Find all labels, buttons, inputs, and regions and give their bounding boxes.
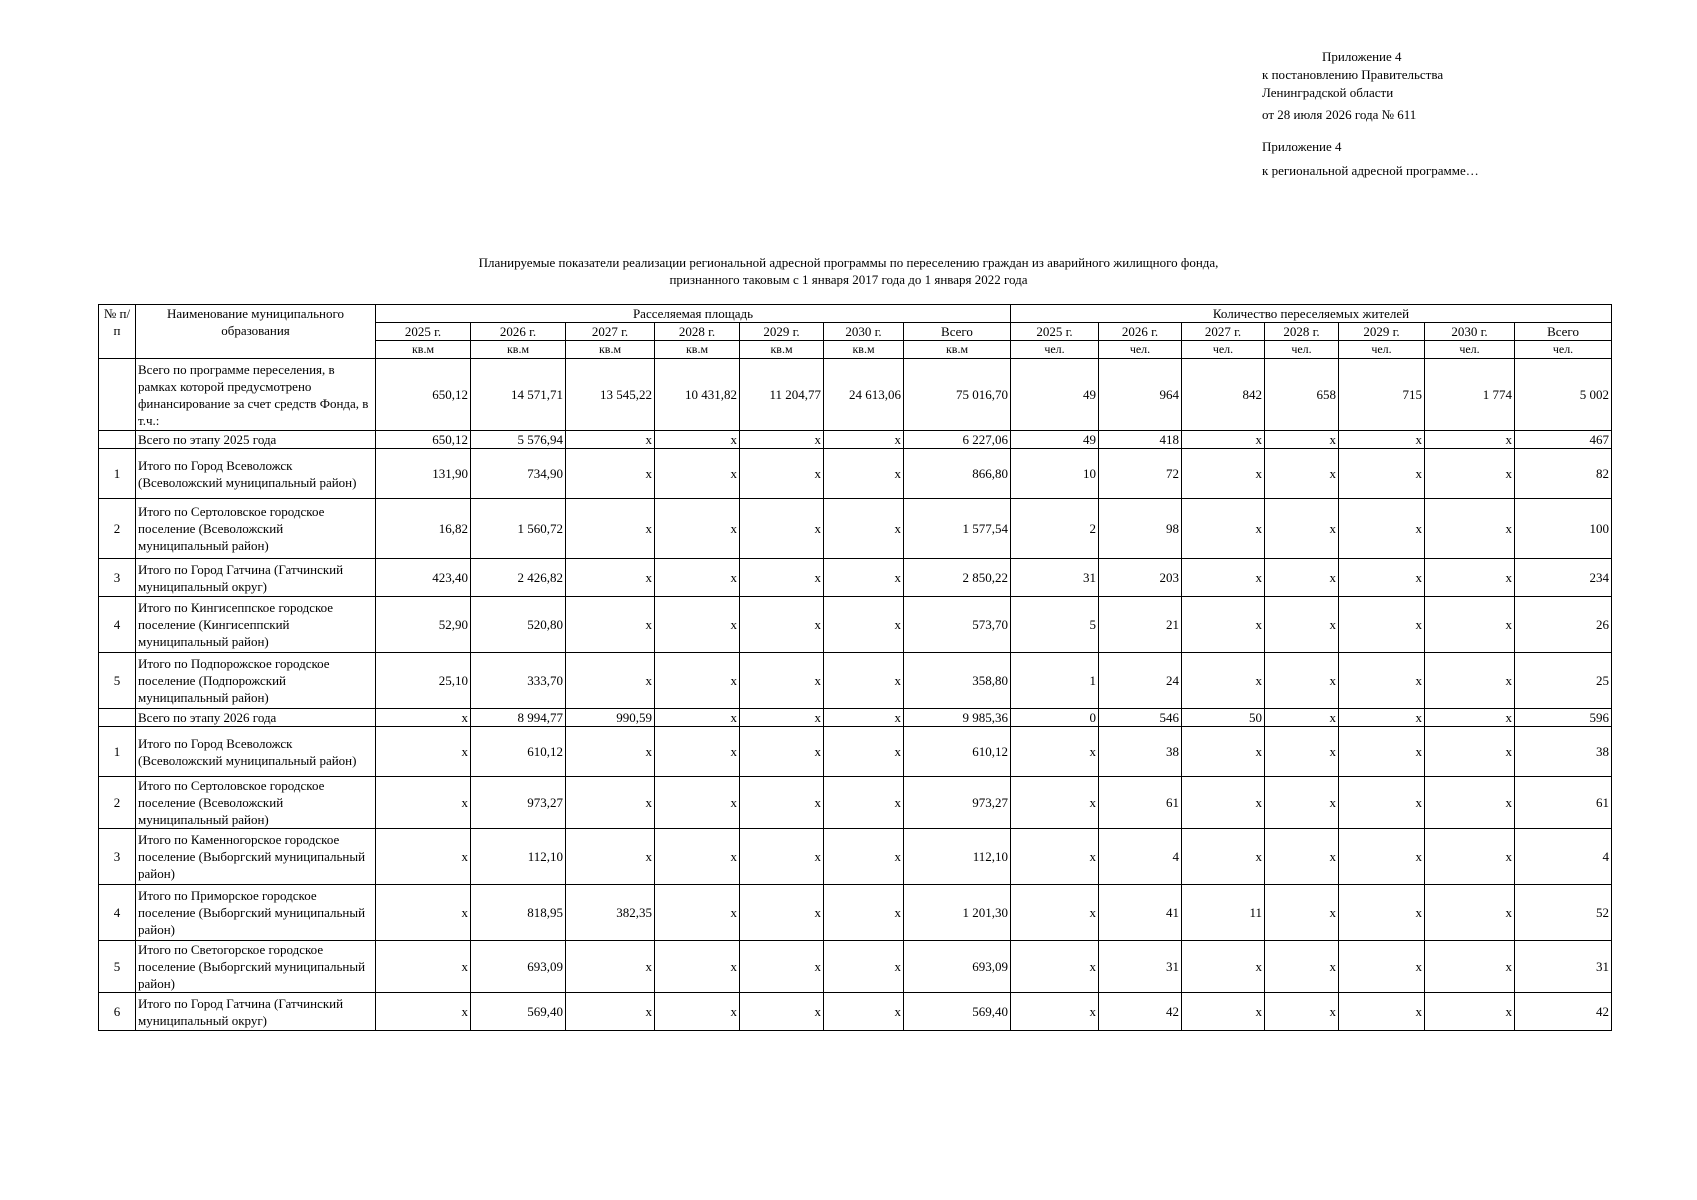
area-unit-cell: кв.м [376,341,471,359]
area-value-cell: x [824,829,904,885]
area-value-cell: x [655,597,740,653]
area-value-cell: x [655,941,740,993]
area-value-cell: x [655,559,740,597]
area-value-cell: 973,27 [904,777,1011,829]
row-number-cell [99,709,136,727]
area-value-cell: x [740,449,824,499]
people-value-cell: x [1182,941,1265,993]
area-value-cell: x [376,993,471,1031]
people-year-header: Всего [1515,323,1612,341]
area-value-cell: 693,09 [471,941,566,993]
area-value-cell: x [824,597,904,653]
people-value-cell: 0 [1011,709,1099,727]
municipality-name-cell: Итого по Каменногорское городское поселение (Выборгский муниципальный район) [136,829,376,885]
municipality-name-cell: Всего по программе переселения, в рамках которой предусмотрено финансирование за счет средств Фонда, в т.ч.: [136,359,376,431]
table-row [99,727,1612,777]
area-value-cell: x [740,727,824,777]
area-value-cell: x [824,431,904,449]
people-value-cell: 658 [1265,359,1339,431]
area-value-cell: 24 613,06 [824,359,904,431]
appendix-date: от 28 июля 2026 года № 611 [1262,107,1417,122]
area-value-cell: 131,90 [376,449,471,499]
row-number-cell: 4 [99,885,136,941]
row-number-cell: 1 [99,727,136,777]
area-value-cell: x [740,499,824,559]
area-value-cell: x [824,499,904,559]
table-row [99,829,1612,885]
people-value-cell: x [1339,727,1425,777]
area-value-cell: x [740,653,824,709]
people-value-cell: x [1339,885,1425,941]
people-value-cell: 31 [1099,941,1182,993]
people-value-cell: 418 [1099,431,1182,449]
people-value-cell: x [1182,727,1265,777]
area-value-cell: x [376,829,471,885]
people-value-cell: x [1339,653,1425,709]
people-unit-cell: чел. [1339,341,1425,359]
row-number-cell: 4 [99,597,136,653]
area-value-cell: x [824,653,904,709]
people-value-cell: 596 [1515,709,1612,727]
people-unit-cell: чел. [1182,341,1265,359]
area-value-cell: x [566,499,655,559]
area-value-cell: x [566,653,655,709]
table-row [99,449,1612,499]
people-unit-cell: чел. [1011,341,1099,359]
people-value-cell: 50 [1182,709,1265,727]
people-value-cell: 42 [1099,993,1182,1031]
municipality-name-cell: Итого по Город Гатчина (Гатчинский муниципальный округ) [136,993,376,1031]
people-value-cell: x [1182,777,1265,829]
people-value-cell: x [1265,941,1339,993]
people-value-cell: x [1182,993,1265,1031]
area-year-header: 2025 г. [376,323,471,341]
area-year-header: 2028 г. [655,323,740,341]
row-number-cell: 1 [99,449,136,499]
area-value-cell: 333,70 [471,653,566,709]
people-value-cell: 49 [1011,359,1099,431]
appendix-line: Ленинградской области [1262,85,1394,100]
people-value-cell: x [1265,993,1339,1031]
people-value-cell: 11 [1182,885,1265,941]
people-value-cell: x [1425,941,1515,993]
area-value-cell: x [655,431,740,449]
people-unit-cell: чел. [1099,341,1182,359]
area-value-cell: x [655,499,740,559]
people-value-cell: 964 [1099,359,1182,431]
document-title [0,254,1697,288]
people-value-cell: 4 [1515,829,1612,885]
area-value-cell: 1 201,30 [904,885,1011,941]
people-value-cell: x [1265,653,1339,709]
area-value-cell: x [824,727,904,777]
people-value-cell: 715 [1339,359,1425,431]
area-value-cell: x [566,777,655,829]
appendix-line: к постановлению Правительства [1262,67,1444,82]
area-unit-cell: кв.м [566,341,655,359]
people-value-cell: 82 [1515,449,1612,499]
people-unit-cell: чел. [1425,341,1515,359]
area-value-cell: 112,10 [904,829,1011,885]
row-number-cell: 2 [99,777,136,829]
table-row [99,359,1612,431]
people-value-cell: 49 [1011,431,1099,449]
people-value-cell: 2 [1011,499,1099,559]
people-value-cell: 24 [1099,653,1182,709]
area-unit-cell: кв.м [904,341,1011,359]
people-value-cell: x [1339,829,1425,885]
area-value-cell: 112,10 [471,829,566,885]
area-year-header: Всего [904,323,1011,341]
people-unit-cell: чел. [1515,341,1612,359]
people-value-cell: 10 [1011,449,1099,499]
municipality-name-cell: Итого по Приморское городское поселение (Выборгский муниципальный район) [136,885,376,941]
people-value-cell: x [1182,431,1265,449]
table-row [99,431,1612,449]
area-value-cell: 358,80 [904,653,1011,709]
area-value-cell: 14 571,71 [471,359,566,431]
people-value-cell: 25 [1515,653,1612,709]
people-value-cell: x [1425,431,1515,449]
people-value-cell: x [1011,993,1099,1031]
area-value-cell: 734,90 [471,449,566,499]
row-number-cell: 3 [99,829,136,885]
people-value-cell: x [1425,709,1515,727]
people-year-header: 2028 г. [1265,323,1339,341]
area-value-cell: x [740,885,824,941]
people-value-cell: x [1425,499,1515,559]
area-value-cell: x [740,993,824,1031]
people-value-cell: x [1339,597,1425,653]
people-value-cell: x [1011,941,1099,993]
table-row [99,941,1612,993]
area-value-cell: 16,82 [376,499,471,559]
area-value-cell: x [740,777,824,829]
area-value-cell: x [376,777,471,829]
area-value-cell: x [376,885,471,941]
people-value-cell: 21 [1099,597,1182,653]
people-value-cell: 4 [1099,829,1182,885]
people-value-cell: 234 [1515,559,1612,597]
people-year-header: 2026 г. [1099,323,1182,341]
area-unit-cell: кв.м [655,341,740,359]
table-row [99,709,1612,727]
people-year-header: 2027 г. [1182,323,1265,341]
area-year-header: 2029 г. [740,323,824,341]
municipality-name-cell: Итого по Город Гатчина (Гатчинский муниципальный округ) [136,559,376,597]
table-row [99,885,1612,941]
appendix-header [1262,48,1479,180]
table-body [99,359,1612,1031]
people-value-cell: x [1339,559,1425,597]
people-value-cell: x [1182,499,1265,559]
resettlement-table [98,304,1612,1031]
people-value-cell: 31 [1011,559,1099,597]
table-header [99,305,1612,359]
area-value-cell: x [740,829,824,885]
row-number-cell [99,431,136,449]
area-value-cell: 569,40 [471,993,566,1031]
people-year-header: 2029 г. [1339,323,1425,341]
row-number-cell: 6 [99,993,136,1031]
people-value-cell: 42 [1515,993,1612,1031]
people-value-cell: x [1425,449,1515,499]
table-row [99,499,1612,559]
col-name-header: Наименование муниципального образования [136,305,376,359]
area-value-cell: 8 994,77 [471,709,566,727]
area-value-cell: 2 850,22 [904,559,1011,597]
area-value-cell: x [566,559,655,597]
people-value-cell: 72 [1099,449,1182,499]
people-value-cell: x [1339,709,1425,727]
area-value-cell: 818,95 [471,885,566,941]
area-value-cell: 13 545,22 [566,359,655,431]
area-value-cell: 650,12 [376,431,471,449]
people-value-cell: 5 [1011,597,1099,653]
row-number-cell: 5 [99,653,136,709]
area-value-cell: 973,27 [471,777,566,829]
area-value-cell: 382,35 [566,885,655,941]
area-value-cell: x [824,709,904,727]
area-value-cell: x [740,559,824,597]
area-value-cell: x [655,449,740,499]
people-unit-cell: чел. [1265,341,1339,359]
people-value-cell: x [1425,993,1515,1031]
appendix-line: Приложение 4 [1322,49,1402,64]
area-value-cell: x [376,941,471,993]
people-value-cell: 61 [1099,777,1182,829]
table-row [99,559,1612,597]
area-year-header: 2030 г. [824,323,904,341]
area-value-cell: x [655,993,740,1031]
area-unit-cell: кв.м [740,341,824,359]
people-value-cell: x [1265,449,1339,499]
people-value-cell: 38 [1099,727,1182,777]
area-value-cell: x [376,709,471,727]
table-row [99,777,1612,829]
people-value-cell: 31 [1515,941,1612,993]
area-value-cell: 25,10 [376,653,471,709]
area-value-cell: x [740,431,824,449]
area-value-cell: x [566,829,655,885]
area-value-cell: 610,12 [904,727,1011,777]
municipality-name-cell: Итого по Светогорское городское поселение (Выборгский муниципальный район) [136,941,376,993]
people-value-cell: 38 [1515,727,1612,777]
row-number-cell [99,359,136,431]
people-group-header: Количество переселяемых жителей [1011,305,1612,323]
people-value-cell: x [1265,431,1339,449]
area-value-cell: x [824,449,904,499]
area-unit-cell: кв.м [471,341,566,359]
area-value-cell: x [566,941,655,993]
people-value-cell: x [1425,559,1515,597]
area-value-cell: x [740,709,824,727]
people-value-cell: 26 [1515,597,1612,653]
area-value-cell: 11 204,77 [740,359,824,431]
people-value-cell: 1 [1011,653,1099,709]
people-value-cell: x [1425,727,1515,777]
area-value-cell: x [376,727,471,777]
area-value-cell: 9 985,36 [904,709,1011,727]
people-year-header: 2030 г. [1425,323,1515,341]
area-value-cell: x [566,597,655,653]
people-value-cell: x [1265,597,1339,653]
area-value-cell: x [824,885,904,941]
row-number-cell: 2 [99,499,136,559]
area-value-cell: x [740,941,824,993]
municipality-name-cell: Итого по Кингисеппское городское поселение (Кингисеппский муниципальный район) [136,597,376,653]
people-value-cell: x [1339,431,1425,449]
area-value-cell: x [824,993,904,1031]
people-value-cell: 467 [1515,431,1612,449]
area-value-cell: 5 576,94 [471,431,566,449]
area-value-cell: 573,70 [904,597,1011,653]
people-value-cell: 5 002 [1515,359,1612,431]
area-value-cell: 610,12 [471,727,566,777]
people-value-cell: x [1339,777,1425,829]
people-year-header: 2025 г. [1011,323,1099,341]
area-value-cell: x [655,727,740,777]
area-value-cell: 650,12 [376,359,471,431]
people-value-cell: x [1011,829,1099,885]
area-group-header: Расселяемая площадь [376,305,1011,323]
title-line: признанного таковым с 1 января 2017 года до 1 января 2022 года [669,272,1028,287]
area-value-cell: 990,59 [566,709,655,727]
area-value-cell: 520,80 [471,597,566,653]
people-value-cell: 41 [1099,885,1182,941]
people-value-cell: x [1339,449,1425,499]
area-value-cell: 1 560,72 [471,499,566,559]
area-value-cell: 75 016,70 [904,359,1011,431]
people-value-cell: x [1339,499,1425,559]
appendix-line: Приложение 4 [1262,139,1342,154]
area-value-cell: 1 577,54 [904,499,1011,559]
table-row [99,597,1612,653]
area-value-cell: 866,80 [904,449,1011,499]
area-value-cell: x [655,885,740,941]
people-value-cell: 1 774 [1425,359,1515,431]
people-value-cell: 546 [1099,709,1182,727]
people-value-cell: x [1265,499,1339,559]
area-value-cell: x [655,829,740,885]
col-num-header: № п/п [99,305,136,359]
area-value-cell: x [566,993,655,1031]
area-value-cell: 52,90 [376,597,471,653]
area-value-cell: x [824,777,904,829]
area-value-cell: x [566,449,655,499]
people-value-cell: x [1425,829,1515,885]
people-value-cell: x [1182,653,1265,709]
people-value-cell: 842 [1182,359,1265,431]
area-value-cell: 2 426,82 [471,559,566,597]
area-value-cell: x [655,653,740,709]
area-value-cell: x [655,709,740,727]
people-value-cell: x [1011,777,1099,829]
people-value-cell: x [1265,829,1339,885]
people-value-cell: 52 [1515,885,1612,941]
people-value-cell: x [1182,597,1265,653]
people-value-cell: 98 [1099,499,1182,559]
people-value-cell: x [1265,885,1339,941]
people-value-cell: x [1425,653,1515,709]
appendix-line: к региональной адресной программе… [1262,163,1479,178]
area-value-cell: 6 227,06 [904,431,1011,449]
area-year-header: 2027 г. [566,323,655,341]
people-value-cell: x [1182,829,1265,885]
area-value-cell: x [740,597,824,653]
municipality-name-cell: Итого по Сертоловское городское поселение (Всеволожский муниципальный район) [136,499,376,559]
municipality-name-cell: Итого по Город Всеволожск (Всеволожский муниципальный район) [136,449,376,499]
area-value-cell: 693,09 [904,941,1011,993]
table-row [99,993,1612,1031]
area-value-cell: x [566,431,655,449]
area-value-cell: x [824,941,904,993]
area-value-cell: 10 431,82 [655,359,740,431]
people-value-cell: 203 [1099,559,1182,597]
people-value-cell: x [1265,727,1339,777]
municipality-name-cell: Всего по этапу 2026 года [136,709,376,727]
people-value-cell: x [1265,777,1339,829]
table-row [99,653,1612,709]
people-value-cell: x [1011,727,1099,777]
row-number-cell: 3 [99,559,136,597]
municipality-name-cell: Итого по Город Всеволожск (Всеволожский муниципальный район) [136,727,376,777]
row-number-cell: 5 [99,941,136,993]
people-value-cell: x [1265,559,1339,597]
people-value-cell: x [1011,885,1099,941]
people-value-cell: x [1265,709,1339,727]
area-value-cell: x [566,727,655,777]
area-unit-cell: кв.м [824,341,904,359]
area-value-cell: 423,40 [376,559,471,597]
area-value-cell: x [655,777,740,829]
municipality-name-cell: Итого по Подпорожское городское поселение (Подпорожский муниципальный район) [136,653,376,709]
people-value-cell: x [1425,777,1515,829]
people-value-cell: 100 [1515,499,1612,559]
people-value-cell: x [1339,993,1425,1031]
municipality-name-cell: Всего по этапу 2025 года [136,431,376,449]
area-value-cell: 569,40 [904,993,1011,1031]
people-value-cell: 61 [1515,777,1612,829]
people-value-cell: x [1425,885,1515,941]
area-year-header: 2026 г. [471,323,566,341]
people-value-cell: x [1182,449,1265,499]
municipality-name-cell: Итого по Сертоловское городское поселение (Всеволожский муниципальный район) [136,777,376,829]
people-value-cell: x [1425,597,1515,653]
people-value-cell: x [1339,941,1425,993]
area-value-cell: x [824,559,904,597]
people-value-cell: x [1182,559,1265,597]
title-line: Планируемые показатели реализации региональной адресной программы по переселению граждан из аварийного жилищного фонда, [478,255,1219,270]
